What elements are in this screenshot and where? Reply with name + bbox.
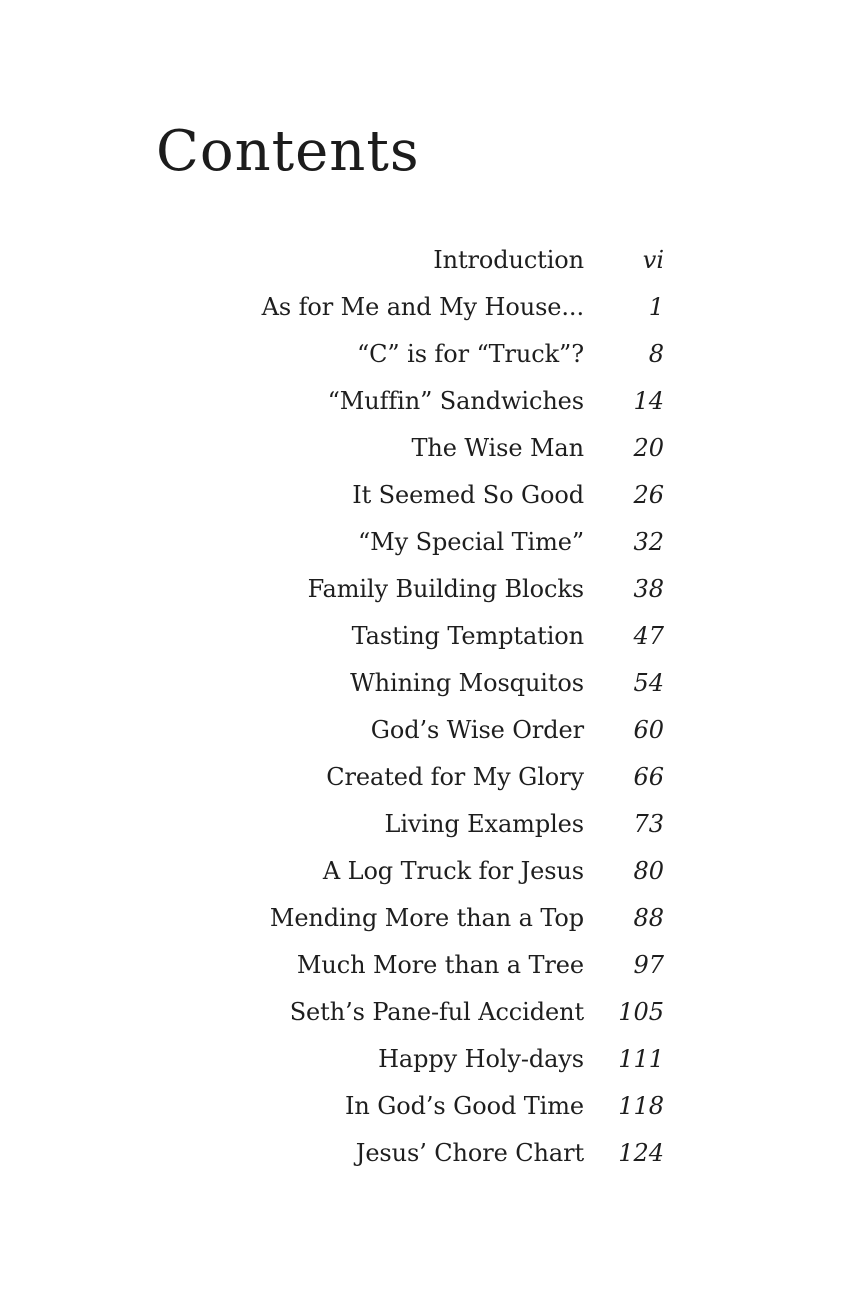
toc-entry: [200, 1083, 670, 1130]
toc-entry-page: 88: [633, 904, 664, 932]
toc-entry-page: 14: [633, 387, 664, 415]
toc-entry-title: Whining Mosquitos: [350, 669, 584, 697]
toc-entry: [200, 707, 670, 754]
toc-entry-page: 80: [633, 857, 664, 885]
toc-entry-title: Living Examples: [384, 810, 584, 838]
toc-entry-title: Much More than a Tree: [296, 951, 584, 979]
toc-entry-title: It Seemed So Good: [352, 481, 584, 509]
toc-entry-title: As for Me and My House...: [261, 293, 584, 321]
toc-entry: [200, 425, 670, 472]
toc-entry-page: 118: [618, 1092, 664, 1120]
toc-entry: [200, 801, 670, 848]
toc-entry: [200, 989, 670, 1036]
toc-entry-page: vi: [642, 246, 664, 274]
toc-entry: [200, 1036, 670, 1083]
toc-entry-title: Seth’s Pane-ful Accident: [289, 998, 584, 1026]
toc-entry: [200, 848, 670, 895]
toc-entry-page: 47: [633, 622, 664, 650]
toc-entry-title: God’s Wise Order: [370, 716, 584, 744]
toc-entry-title: “My Special Time”: [358, 528, 584, 556]
toc-entry: [200, 472, 670, 519]
toc-entry-title: In God’s Good Time: [344, 1092, 584, 1120]
toc-entry-page: 105: [618, 998, 664, 1026]
toc-entry-page: 60: [633, 716, 664, 744]
toc-entry-page: 66: [633, 763, 664, 791]
toc-entry-title: A Log Truck for Jesus: [322, 857, 584, 885]
toc-entry: [200, 237, 670, 284]
toc-entry: [200, 613, 670, 660]
toc-entry-page: 20: [633, 434, 664, 462]
toc-entry-page: 54: [633, 669, 664, 697]
toc-entry-page: 111: [618, 1045, 664, 1073]
toc-entry-title: Jesus’ Chore Chart: [355, 1139, 584, 1167]
toc-entry-title: Family Building Blocks: [307, 575, 584, 603]
toc-entry: [200, 284, 670, 331]
toc-entry-title: Created for My Glory: [326, 763, 584, 791]
toc-entry-title: “Muffin” Sandwiches: [327, 387, 584, 415]
toc-entry-title: The Wise Man: [411, 434, 584, 462]
toc-entry-page: 32: [633, 528, 664, 556]
toc-entry-page: 97: [633, 951, 664, 979]
table-of-contents: [200, 237, 670, 1177]
toc-entry-page: 38: [633, 575, 664, 603]
toc-entry-title: Mending More than a Top: [269, 904, 584, 932]
toc-entry: [200, 378, 670, 425]
toc-entry-title: Happy Holy-days: [378, 1045, 584, 1073]
toc-entry: [200, 331, 670, 378]
toc-entry-page: 26: [633, 481, 664, 509]
toc-entry: [200, 660, 670, 707]
toc-entry-title: “C” is for “Truck”?: [356, 340, 584, 368]
toc-entry: [200, 942, 670, 989]
toc-entry: [200, 754, 670, 801]
toc-entry-title: Tasting Temptation: [351, 622, 584, 650]
toc-entry: [200, 895, 670, 942]
toc-entry: [200, 519, 670, 566]
toc-entry-page: 73: [633, 810, 664, 838]
toc-entry-page: 1: [648, 293, 664, 321]
toc-entry-page: 124: [618, 1139, 664, 1167]
toc-entry: [200, 566, 670, 613]
toc-entry: [200, 1130, 670, 1177]
toc-entry-title: Introduction: [433, 246, 584, 274]
toc-entry-page: 8: [648, 340, 664, 368]
page-title: Contents: [156, 119, 420, 184]
